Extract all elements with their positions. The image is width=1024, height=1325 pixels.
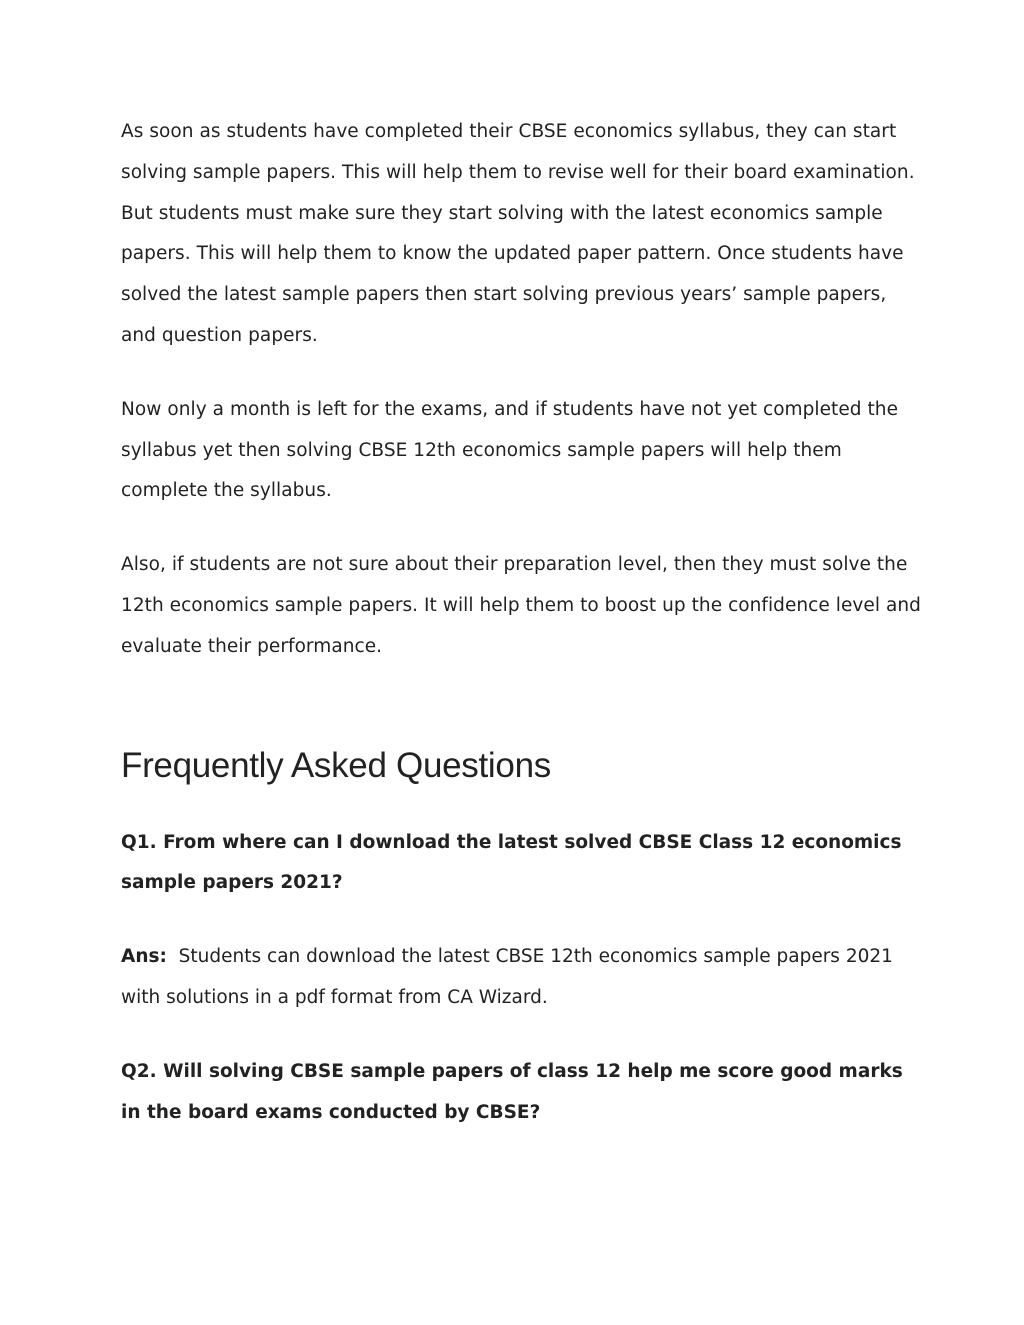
faq-question-1: Q1. From where can I download the latest solved CBSE Class 12 economics sample papers 2021? (121, 831, 902, 894)
faq-question-2: Q2. Will solving CBSE sample papers of class 12 help me score good marks in the board exams conducted by CBSE? (121, 1060, 903, 1123)
paragraph-preparation-level: Also, if students are not sure about their preparation level, then they must solve the 12th economics sample papers. It will help them to boost up the confidence level and evaluate their performance. (121, 554, 921, 657)
answer-label: Ans: (121, 946, 167, 968)
paragraph-syllabus-completion: As soon as students have completed their CBSE economics syllabus, they can start solving sample papers. This will help them to revise well for their board examination. But students must make sure they start solving with the latest economics sample papers. This will help them to know the updated paper pattern. Once students have solved the latest sample papers then start solving previous years’ sample papers, and question papers. (121, 121, 915, 346)
faq-answer-1 (121, 937, 921, 1019)
document-page (121, 112, 921, 1133)
paragraph-month-left: Now only a month is left for the exams, and if students have not yet completed the syllabus yet then solving CBSE 12th economics sample papers will help them complete the syllabus. (121, 398, 899, 502)
faq-heading: Frequently Asked Questions (121, 745, 551, 785)
answer-text: Students can download the latest CBSE 12th economics sample papers 2021 with solutions in a pdf format from CA Wizard. (121, 946, 893, 1008)
